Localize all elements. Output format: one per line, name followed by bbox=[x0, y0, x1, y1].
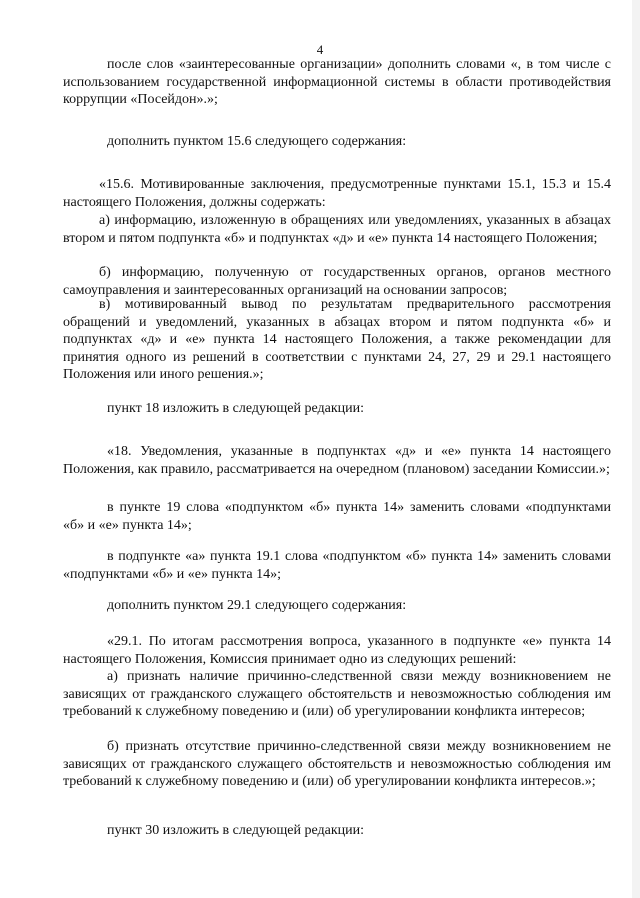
paragraph-10: в подпункте «а» пункта 19.1 слова «подпунктом «б» пункта 14» заменить словами «подпунктами «б» и «е» пункта 14»; bbox=[63, 549, 611, 582]
scan-edge bbox=[632, 0, 640, 898]
paragraph-12: «29.1. По итогам рассмотрения вопроса, указанного в подпункте «е» пункта 14 настоящего Положения, Комиссия принимает одно из следующих решений: bbox=[63, 634, 611, 667]
paragraph-5: б) информацию, полученную от государственных органов, органов местного самоуправления и заинтересованных организаций на основании запросов; bbox=[63, 265, 611, 298]
paragraph-7: пункт 18 изложить в следующей редакции: bbox=[107, 401, 364, 416]
paragraph-2: дополнить пунктом 15.6 следующего содержания: bbox=[107, 134, 407, 149]
paragraph-11: дополнить пунктом 29.1 следующего содержания: bbox=[107, 598, 407, 613]
paragraph-15: пункт 30 изложить в следующей редакции: bbox=[107, 823, 364, 838]
paragraph-6: в) мотивированный вывод по результатам предварительного рассмотрения обращений и уведомлений, указанных в абзацах втором и пятом подпункта «б» и подпунктах «д» и «е» пункта 14 настоящего Положения, а также рекомендации для принятия одного из решений в соответствии с пунктами 24, 27, 29 и 29.1 настоящего Положения или иного решения.»; bbox=[63, 297, 611, 382]
paragraph-1: после слов «заинтересованные организации» дополнить словами «, в том числе с использованием государственной информационной системы в области противодействия коррупции «Посейдон».»; bbox=[63, 57, 611, 107]
paragraph-9: в пункте 19 слова «подпунктом «б» пункта 14» заменить словами «подпунктами «б» и «е» пункта 14»; bbox=[63, 500, 611, 533]
paragraph-4: а) информацию, изложенную в обращениях или уведомлениях, указанных в абзацах втором и пятом подпункта «б» и подпунктах «д» и «е» пункта 14 настоящего Положения; bbox=[63, 213, 611, 246]
page-number: 4 bbox=[316, 42, 324, 57]
paragraph-3: «15.6. Мотивированные заключения, предусмотренные пунктами 15.1, 15.3 и 15.4 настоящего Положения, должны содержать: bbox=[63, 177, 611, 210]
paragraph-13: а) признать наличие причинно-следственной связи между возникновением не зависящих от гражданского служащего обстоятельств и невозможностью соблюдения им требований к служебному поведению и (или) об урегулировании конфликта интересов; bbox=[63, 669, 611, 719]
paragraph-14: б) признать отсутствие причинно-следственной связи между возникновением не зависящих от гражданского служащего обстоятельств и невозможностью соблюдения им требований к служебному поведению и (или) об урегулировании конфликта интересов.»; bbox=[63, 739, 611, 789]
paragraph-8: «18. Уведомления, указанные в подпунктах «д» и «е» пункта 14 настоящего Положения, как правило, рассматривается на очередном (плановом) заседании Комиссии.»; bbox=[63, 444, 611, 477]
